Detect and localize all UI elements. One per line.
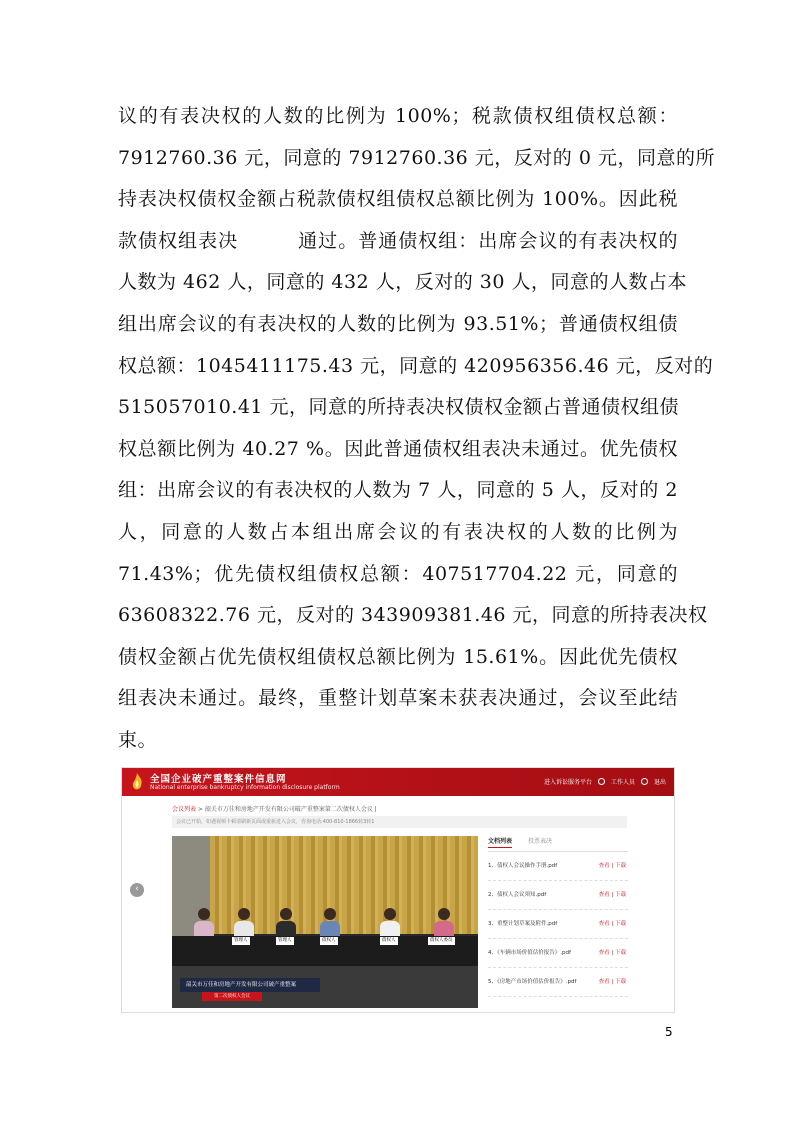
site-title: 全国企业破产重整案件信息网 [150,774,287,785]
document-row [488,910,628,939]
tab-voting[interactable]: 投票表决 [528,838,553,845]
panel-tabs [488,836,628,852]
paragraph-line: 63608322.76 元，反对的 343909381.46 元，同意的所持表决权 [118,604,708,627]
paragraph-line: 71.43%；优先债权组债权总额：407517704.22 元，同意的 [118,562,678,585]
embedded-screenshot [121,767,675,1013]
paragraph-line: 议的有表决权的人数的比例为 100%；税款债权组债权总额： [118,105,678,127]
document-row [488,939,628,968]
user-icon [598,778,605,785]
flame-logo-icon [130,772,144,792]
page-number: 5 [665,1025,673,1039]
paragraph-line: 债权金额占优先债权组债权总额比例为 15.61%。因此优先债权 [118,645,678,668]
view-download-links[interactable]: 查看 | 下载 [598,921,626,927]
breadcrumb-current: > 韶关市万佳和房地产开发有限公司破产重整案第二次债权人会议 | [196,806,377,813]
paragraph-line: 权总额：1045411175.43 元，同意的 420956356.46 元，反对的 [118,354,714,377]
body-paragraph [118,96,715,762]
document-name[interactable]: 3、重整计划草案及附件.pdf [488,921,558,927]
paragraph-line: 款债权组表决 通过。普通债权组：出席会议的有表决权的 [118,229,678,252]
document-name[interactable]: 5、《房地产市场价值估价报告》.pdf [488,979,577,985]
paragraph-line: 人，同意的人数占本组出席会议的有表决权的人数的比例为 [118,520,678,543]
document-name[interactable]: 2、债权人会议须知.pdf [488,892,547,898]
document-name[interactable]: 1、债权人会议操作手册.pdf [488,863,558,869]
breadcrumb [172,804,377,813]
meeting-list-link[interactable]: 会议列表 [172,806,197,813]
document-name[interactable]: 4、《车辆市场价值估价报告》.pdf [488,950,571,956]
attendee [380,908,400,938]
name-plate: 管理人 [234,938,248,943]
paragraph-line: 组出席会议的有表决权的人数的比例为 93.51%；普通债权组债 [118,312,678,335]
document-row [488,968,628,997]
name-plate: 债权人委员 [430,938,453,943]
document-panel [488,836,628,996]
view-download-links[interactable]: 查看 | 下载 [598,950,626,956]
attendee [434,908,454,938]
tab-document-list[interactable]: 文档列表 [488,836,512,848]
paragraph-line: 权总额比例为 40.27 %。因此普通债权组表决未通过。优先债权 [118,437,678,460]
paragraph-line: 515057010.41 元，同意的所持表决权债权金额占普通债权组债 [118,396,680,419]
attendee [194,908,214,938]
video-caption-sub: 第二次债权人会议 [202,992,262,1001]
paragraph-line: 组：出席会议的有表决权的人数为 7 人，同意的 5 人，反对的 2 [118,479,678,502]
paragraph-line: 7912760.36 元，同意的 7912760.36 元，反对的 0 元，同意的所 [118,146,715,169]
paragraph-line: 人数为 462 人，同意的 432 人，反对的 30 人，同意的人数占本 [118,271,687,294]
paragraph-line: 持表决权债权金额占税款债权组债权总额比例为 100%。因此税 [118,188,678,211]
litigation-platform-link[interactable]: 进入诉讼服务平台 [543,779,592,786]
attendee [276,908,296,938]
previous-button[interactable]: ‹ [130,883,144,897]
staff-link[interactable]: 工作人员 [610,779,635,786]
paragraph-line: 组表决未通过。最终，重整计划草案未获表决通过，会议至此结 [118,687,678,710]
video-caption: 韶关市万佳和房地产开发有限公司破产重整案 [180,978,320,992]
attendee [234,908,254,938]
document-row [488,881,628,910]
attendee [320,908,340,938]
name-plate: 管理人 [278,938,292,943]
top-links [544,777,666,786]
logout-link[interactable]: 退出 [653,779,666,786]
power-icon [641,778,648,785]
document-row [488,852,628,881]
view-download-links[interactable]: 查看 | 下载 [598,863,626,869]
site-header [122,768,674,796]
meeting-video[interactable] [172,836,478,1008]
view-download-links[interactable]: 查看 | 下载 [598,892,626,898]
name-plate: 债权人 [322,938,336,943]
name-plate: 债权人 [382,938,396,943]
meeting-notice: 会议已开始，如遇视频卡顿请刷新页面或重新进入会议，咨询电话:400-810-1866转3转1 [172,816,627,828]
view-download-links[interactable]: 查看 | 下载 [598,979,626,985]
paragraph-line: 束。 [118,728,158,751]
site-subtitle: National enterprise bankruptcy information disclosure platform [150,784,340,791]
